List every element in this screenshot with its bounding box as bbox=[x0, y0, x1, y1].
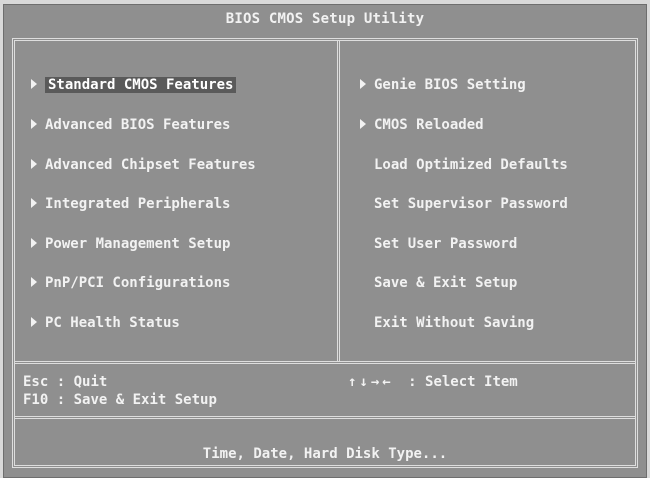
menu-item-set-supervisor-password[interactable]: Set Supervisor Password bbox=[374, 196, 568, 212]
item-description: Time, Date, Hard Disk Type... bbox=[202, 446, 448, 462]
help-divider-bottom bbox=[15, 416, 635, 419]
help-divider-top bbox=[15, 361, 635, 364]
help-navigation bbox=[348, 373, 518, 391]
submenu-arrow-icon bbox=[31, 159, 37, 169]
help-esc-key: Esc bbox=[23, 374, 49, 390]
submenu-arrow-icon bbox=[31, 277, 37, 287]
main-frame bbox=[12, 38, 638, 468]
arrow-keys-icon: ↑↓→← bbox=[348, 374, 394, 390]
menu-item-power-management-setup[interactable]: Power Management Setup bbox=[15, 233, 230, 255]
menu-item-load-optimized-defaults[interactable]: Load Optimized Defaults bbox=[374, 157, 568, 173]
help-esc bbox=[23, 373, 107, 391]
bios-screen bbox=[3, 4, 647, 478]
submenu-arrow-icon bbox=[31, 317, 37, 327]
help-esc-action: : Quit bbox=[56, 374, 108, 390]
menu-item-pnp-pci-configurations[interactable]: PnP/PCI Configurations bbox=[15, 272, 230, 294]
help-f10 bbox=[23, 391, 217, 409]
submenu-arrow-icon bbox=[360, 79, 366, 89]
menu-item-pc-health-status[interactable]: PC Health Status bbox=[15, 312, 180, 334]
menu-item-advanced-chipset-features[interactable]: Advanced Chipset Features bbox=[15, 154, 256, 176]
submenu-arrow-icon bbox=[31, 79, 37, 89]
submenu-arrow-icon bbox=[31, 198, 37, 208]
menu-item-exit-without-saving[interactable]: Exit Without Saving bbox=[374, 315, 535, 331]
help-f10-action: : Save & Exit Setup bbox=[56, 392, 217, 408]
submenu-arrow-icon bbox=[31, 238, 37, 248]
submenu-arrow-icon bbox=[31, 119, 37, 129]
menu-item-cmos-reloaded[interactable]: CMOS Reloaded bbox=[341, 114, 484, 136]
bios-title: BIOS CMOS Setup Utility bbox=[225, 11, 425, 27]
menu-item-standard-cmos-features[interactable]: Standard CMOS Features bbox=[15, 74, 236, 96]
menu-item-genie-bios-setting[interactable]: Genie BIOS Setting bbox=[341, 74, 526, 96]
help-nav-action: : Select Item bbox=[408, 374, 518, 390]
help-f10-key: F10 bbox=[23, 392, 49, 408]
menu-item-advanced-bios-features[interactable]: Advanced BIOS Features bbox=[15, 114, 230, 136]
menu-item-set-user-password[interactable]: Set User Password bbox=[374, 236, 518, 252]
vertical-divider bbox=[337, 41, 340, 362]
submenu-arrow-icon bbox=[360, 119, 366, 129]
menu-item-integrated-peripherals[interactable]: Integrated Peripherals bbox=[15, 193, 230, 215]
menu-item-save-exit-setup[interactable]: Save & Exit Setup bbox=[374, 275, 518, 291]
